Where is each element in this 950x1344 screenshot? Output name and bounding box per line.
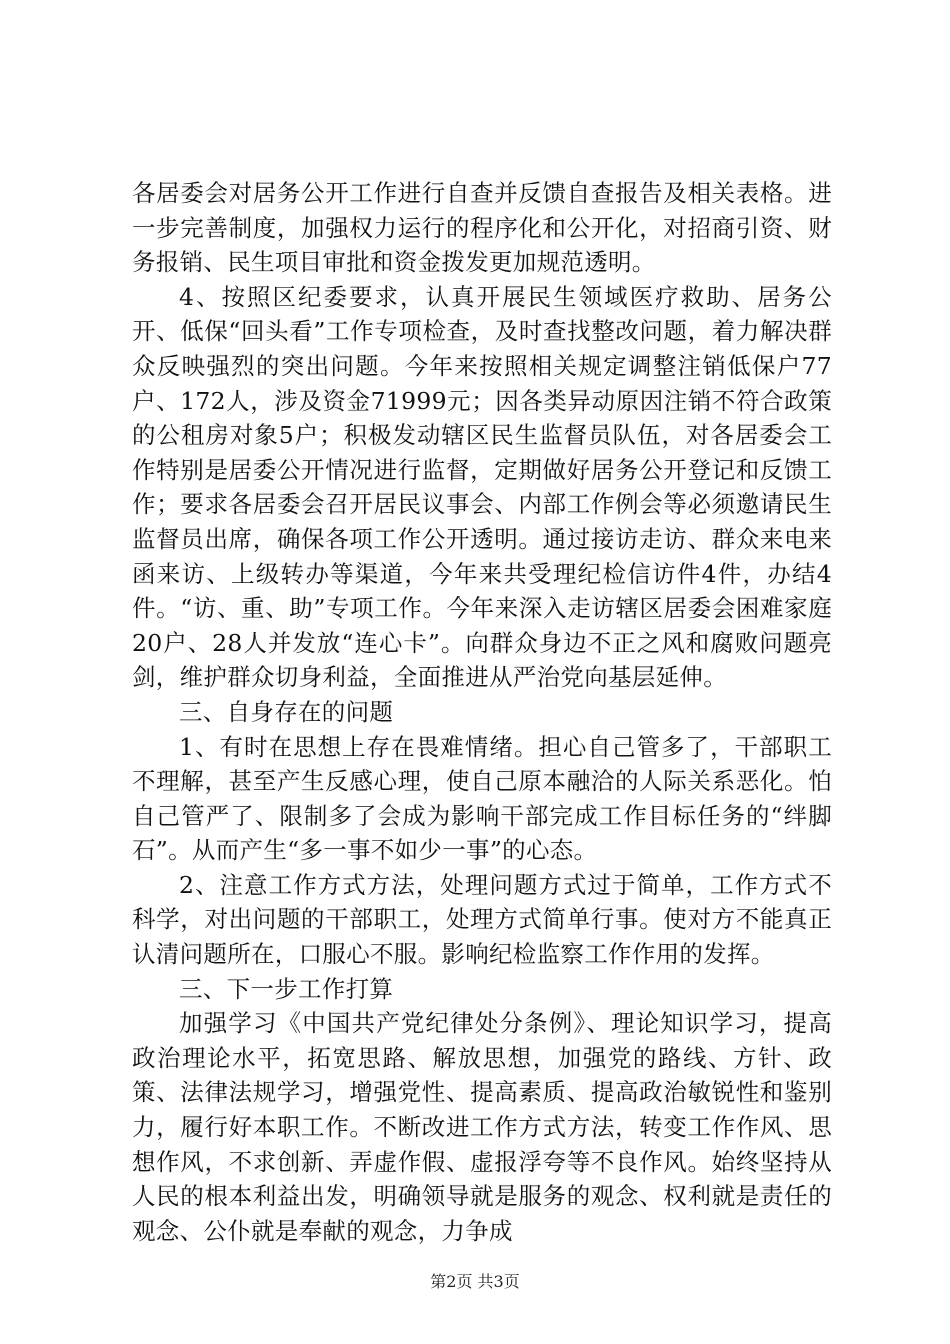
paragraph-continuation: 各居委会对居务公开工作进行自查并反馈自查报告及相关表格。进一步完善制度，加强权力运行的程序化和公开化，对招商引资、财务报销、民生项目审批和资金拨发更加规范透明。 [132, 179, 832, 277]
paragraph-item-4: 4、按照区纪委要求，认真开展民生领域医疗救助、居务公开、低保“回头看”工作专项检查，及时查找整改问题，着力解决群众反映强烈的突出问题。今年来按照相关规定调整注销低保户77户、172人，涉及资金71999元；因各类异动原因注销不符合政策的公租房对象5户；积极发动辖区民生监督员队伍，对各居委会工作特别是居委公开情况进行监督，定期做好居务公开登记和反馈工作；要求各居委会召开居民议事会、内部工作例会等必须邀请民生监督员出席，确保各项工作公开透明。通过接访走访、群众来电来函来访、上级转办等渠道，今年来共受理纪检信访件4件，办结4件。“访、重、助”专项工作。今年来深入走访辖区居委会困难家庭20户、28人并发放“连心卡”。向群众身边不正之风和腐败问题亮剑，维护群众切身利益，全面推进从严治党向基层延伸。 [132, 282, 832, 692]
paragraph-problem-2: 2、注意工作方式方法，处理问题方式过于简单，工作方式不科学，对出问题的干部职工，处理方式简单行事。使对方不能真正认清问题所在，口服心不服。影响纪检监察工作作用的发挥。 [132, 870, 832, 969]
paragraph-next-steps: 加强学习《中国共产党纪律处分条例》、理论知识学习，提高政治理论水平，拓宽思路、解放思想，加强党的路线、方针、政策、法律法规学习，增强党性、提高素质、提高政治敏锐性和鉴别力，履行好本职工作。不断改进工作方式方法，转变工作作风、思想作风，不求创新、弄虚作假、虚报浮夸等不良作风。始终坚持从人民的根本利益出发，明确领导就是服务的观念、权利就是责任的观念、公仆就是奉献的观念，力争成 [132, 1009, 832, 1245]
section-heading-problems: 三、自身存在的问题 [179, 697, 394, 726]
page-number-footer: 第2页 共3页 [430, 1272, 520, 1291]
section-heading-next-steps: 三、下一步工作打算 [179, 974, 394, 1003]
paragraph-problem-1: 1、有时在思想上存在畏难情绪。担心自己管多了，干部职工不理解，甚至产生反感心理，使自己原本融洽的人际关系恶化。怕自己管严了、限制多了会成为影响干部完成工作目标任务的“绊脚石”。从而产生“多一事不如少一事”的心态。 [132, 732, 832, 865]
document-body [132, 176, 832, 1248]
